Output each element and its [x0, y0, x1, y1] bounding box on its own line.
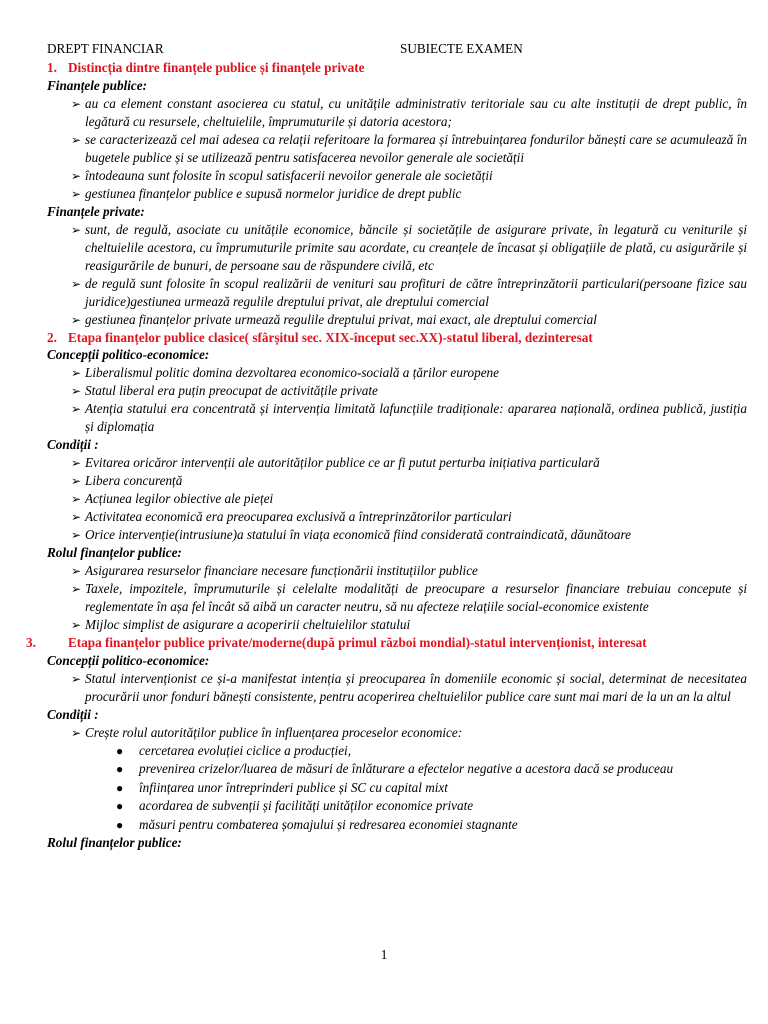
subheading: Concepții politico-economice: — [47, 347, 210, 362]
document-page — [26, 40, 747, 852]
section-number: 1. — [47, 60, 57, 75]
arrow-bullet-icon: ➢ — [71, 186, 82, 201]
section-title: Etapa finanțelor publice private/moderne(după primul război mondial)-statul intervenționist, interesat — [68, 635, 647, 650]
arrow-bullet-icon: ➢ — [71, 474, 82, 488]
list-item: ➢ Liberalismul politic domina dezvoltarea economico-socială a țărilor europene — [71, 365, 500, 380]
document-header — [47, 40, 747, 59]
list-item: ➢ Atenția statului era concentrată și intervenția limitată lafuncțiile tradiționale: apararea națională, ordinea publică, justiția și diplomația — [71, 401, 747, 434]
dot-bullet-icon: ● — [116, 817, 124, 832]
arrow-bullet-icon: ➢ — [71, 132, 82, 147]
list-item: ➢ întodeauna sunt folosite în scopul satisfacerii nevoilor generale ale societății — [71, 167, 493, 183]
subheading: Concepții politico-economice: — [47, 652, 210, 668]
arrow-bullet-icon: ➢ — [71, 456, 82, 470]
arrow-bullet-icon: ➢ — [71, 366, 82, 380]
subheading: Finanțele publice: — [47, 77, 148, 93]
arrow-list — [47, 724, 747, 742]
section-3-heading — [26, 634, 747, 652]
arrow-bullet-icon: ➢ — [71, 96, 82, 111]
arrow-bullet-icon: ➢ — [71, 402, 82, 416]
subheading: Finanțele private: — [47, 203, 145, 219]
list-item: ➢ Crește rolul autorităților publice în influențarea proceselor economice: — [71, 724, 463, 740]
section-2-heading — [47, 329, 747, 347]
arrow-bullet-icon: ➢ — [71, 618, 82, 632]
list-item: ➢ Asigurarea resurselor financiare necesare funcționării instituțiilor publice — [71, 563, 478, 578]
dot-bullet-icon: ● — [116, 743, 124, 758]
page-number: 1 — [380, 947, 388, 962]
list-item: ➢ se caracterizează cel mai adesea ca relații referitoare la formarea și întrebuințarea fondurilor bănești care se acumulează în bugetele publice și se utilizează pentru satisfacerea nevoilor generale ale societății — [71, 131, 747, 165]
arrow-bullet-icon: ➢ — [71, 276, 82, 291]
subheading: Condiții : — [47, 706, 99, 722]
arrow-bullet-icon: ➢ — [71, 582, 82, 596]
subheading: Condiții : — [47, 437, 99, 452]
section-title: Etapa finanțelor publice clasice( sfârșitul sec. XIX-început sec.XX)-statul liberal, dezinteresat — [68, 329, 593, 345]
list-item: ➢ Activitatea economică era preocuparea exclusivă a întreprinzătorilor particulari — [71, 509, 512, 524]
arrow-bullet-icon: ➢ — [71, 492, 82, 506]
arrow-list — [47, 95, 747, 203]
bullet-item: ● măsuri pentru combaterea șomajului și redresarea economiei stagnante — [47, 816, 747, 835]
list-item: ➢ au ca element constant asocierea cu statul, cu unitățile administrativ teritoriale sau cu alte instituții de drept public, în legătură cu resursele, cheltuielile, împrumuturile și datoria acestora; — [71, 95, 747, 129]
list-item: ➢ Statul liberal era puțin preocupat de activitățile private — [71, 383, 378, 398]
dot-bullet-icon: ● — [116, 799, 124, 813]
section-title: Distincția dintre finanțele publice și finanțele private — [68, 60, 365, 75]
list-item: ➢ Mijloc simplist de asigurare a acoperirii cheltuielilor statului — [71, 617, 411, 632]
arrow-bullet-icon: ➢ — [71, 222, 82, 237]
arrow-list — [47, 454, 747, 544]
section-1-heading — [47, 59, 747, 77]
arrow-bullet-icon: ➢ — [71, 671, 82, 686]
arrow-bullet-icon: ➢ — [71, 510, 82, 524]
bullet-list — [47, 742, 747, 835]
list-item: ➢ de regulă sunt folosite în scopul realizării de venituri sau profituri de către întreprinzătorii particulari(persoane fizice sau juridice)gestiunea urmează regulile dreptului privat, ale dreptului comercial — [71, 275, 747, 309]
arrow-bullet-icon: ➢ — [71, 384, 82, 398]
bullet-item: ● prevenirea crizelor/luarea de măsuri de înlăturare a efectelor negative a acestora dacă se produceau — [47, 760, 747, 779]
arrow-bullet-icon: ➢ — [71, 725, 82, 740]
arrow-list — [47, 364, 747, 436]
dot-bullet-icon: ● — [116, 780, 124, 795]
arrow-bullet-icon: ➢ — [71, 312, 82, 327]
list-item: ➢ gestiunea finanțelor private urmează regulile dreptului privat, mai exact, ale dreptului comercial — [71, 311, 597, 327]
bullet-item: ● acordarea de subvenții și facilități unităților economice private — [47, 797, 747, 816]
bullet-item: ● înființarea unor întreprinderi publice și SC cu capital mixt — [47, 779, 747, 798]
list-item: ➢ Libera concurență — [71, 473, 183, 488]
list-item: ➢ gestiunea finanțelor publice e supusă normelor juridice de drept public — [71, 185, 462, 201]
arrow-bullet-icon: ➢ — [71, 168, 82, 183]
arrow-list — [47, 562, 747, 634]
list-item: ➢ Statul intervenționist ce și-a manifestat intenția și preocuparea în domeniile economic și social, determinat de necesitatea procurării unor fonduri bănești consistente, pentru acoperirea cheltuielilor publice care sunt mai mari de la un an la altul — [71, 670, 747, 704]
list-item: ➢ Evitarea oricăror intervenții ale autorităților publice ce ar fi putut perturba inițiativa particulară — [71, 455, 600, 470]
arrow-list — [47, 670, 747, 706]
arrow-bullet-icon: ➢ — [71, 528, 82, 542]
subheading: Rolul finanțelor publice: — [47, 545, 182, 560]
bullet-item: ● cercetarea evoluției ciclice a producției, — [47, 742, 747, 761]
list-item: ➢ Acțiunea legilor obiective ale pieței — [71, 491, 274, 506]
list-item: ➢ Orice intervenție(intrusiune)a statului în viața economică fiind considerată contraindicată, dăunătoare — [71, 527, 631, 542]
course-name: DREPT FINANCIAR — [47, 41, 164, 56]
list-item: ➢ Taxele, impozitele, împrumuturile și celelalte modalități de preocupare a resurselor financiare trebuiau concepute și reglementate în așa fel încât să aibă un caracter neutru, să nu afecteze relațiile social-economice existente — [71, 581, 747, 614]
list-item: ➢ sunt, de regulă, asociate cu unitățile economice, băncile și societățile de asigurare private, în legatură cu veniturile și cheltuielile acestora, cu împrumuturile primite sau acordate, cu creanțele de încasat și obligațiile de plată, cu asigurările și reasigurările de bunuri, de persoane sau de răspundere civilă, etc — [71, 221, 747, 273]
section-number: 3. — [26, 635, 36, 650]
subheading: Rolul finanțelor publice: — [47, 835, 182, 850]
document-title: SUBIECTE EXAMEN — [400, 41, 523, 56]
arrow-bullet-icon: ➢ — [71, 564, 82, 578]
dot-bullet-icon: ● — [116, 762, 124, 776]
section-number: 2. — [47, 329, 57, 345]
arrow-list — [47, 221, 747, 329]
